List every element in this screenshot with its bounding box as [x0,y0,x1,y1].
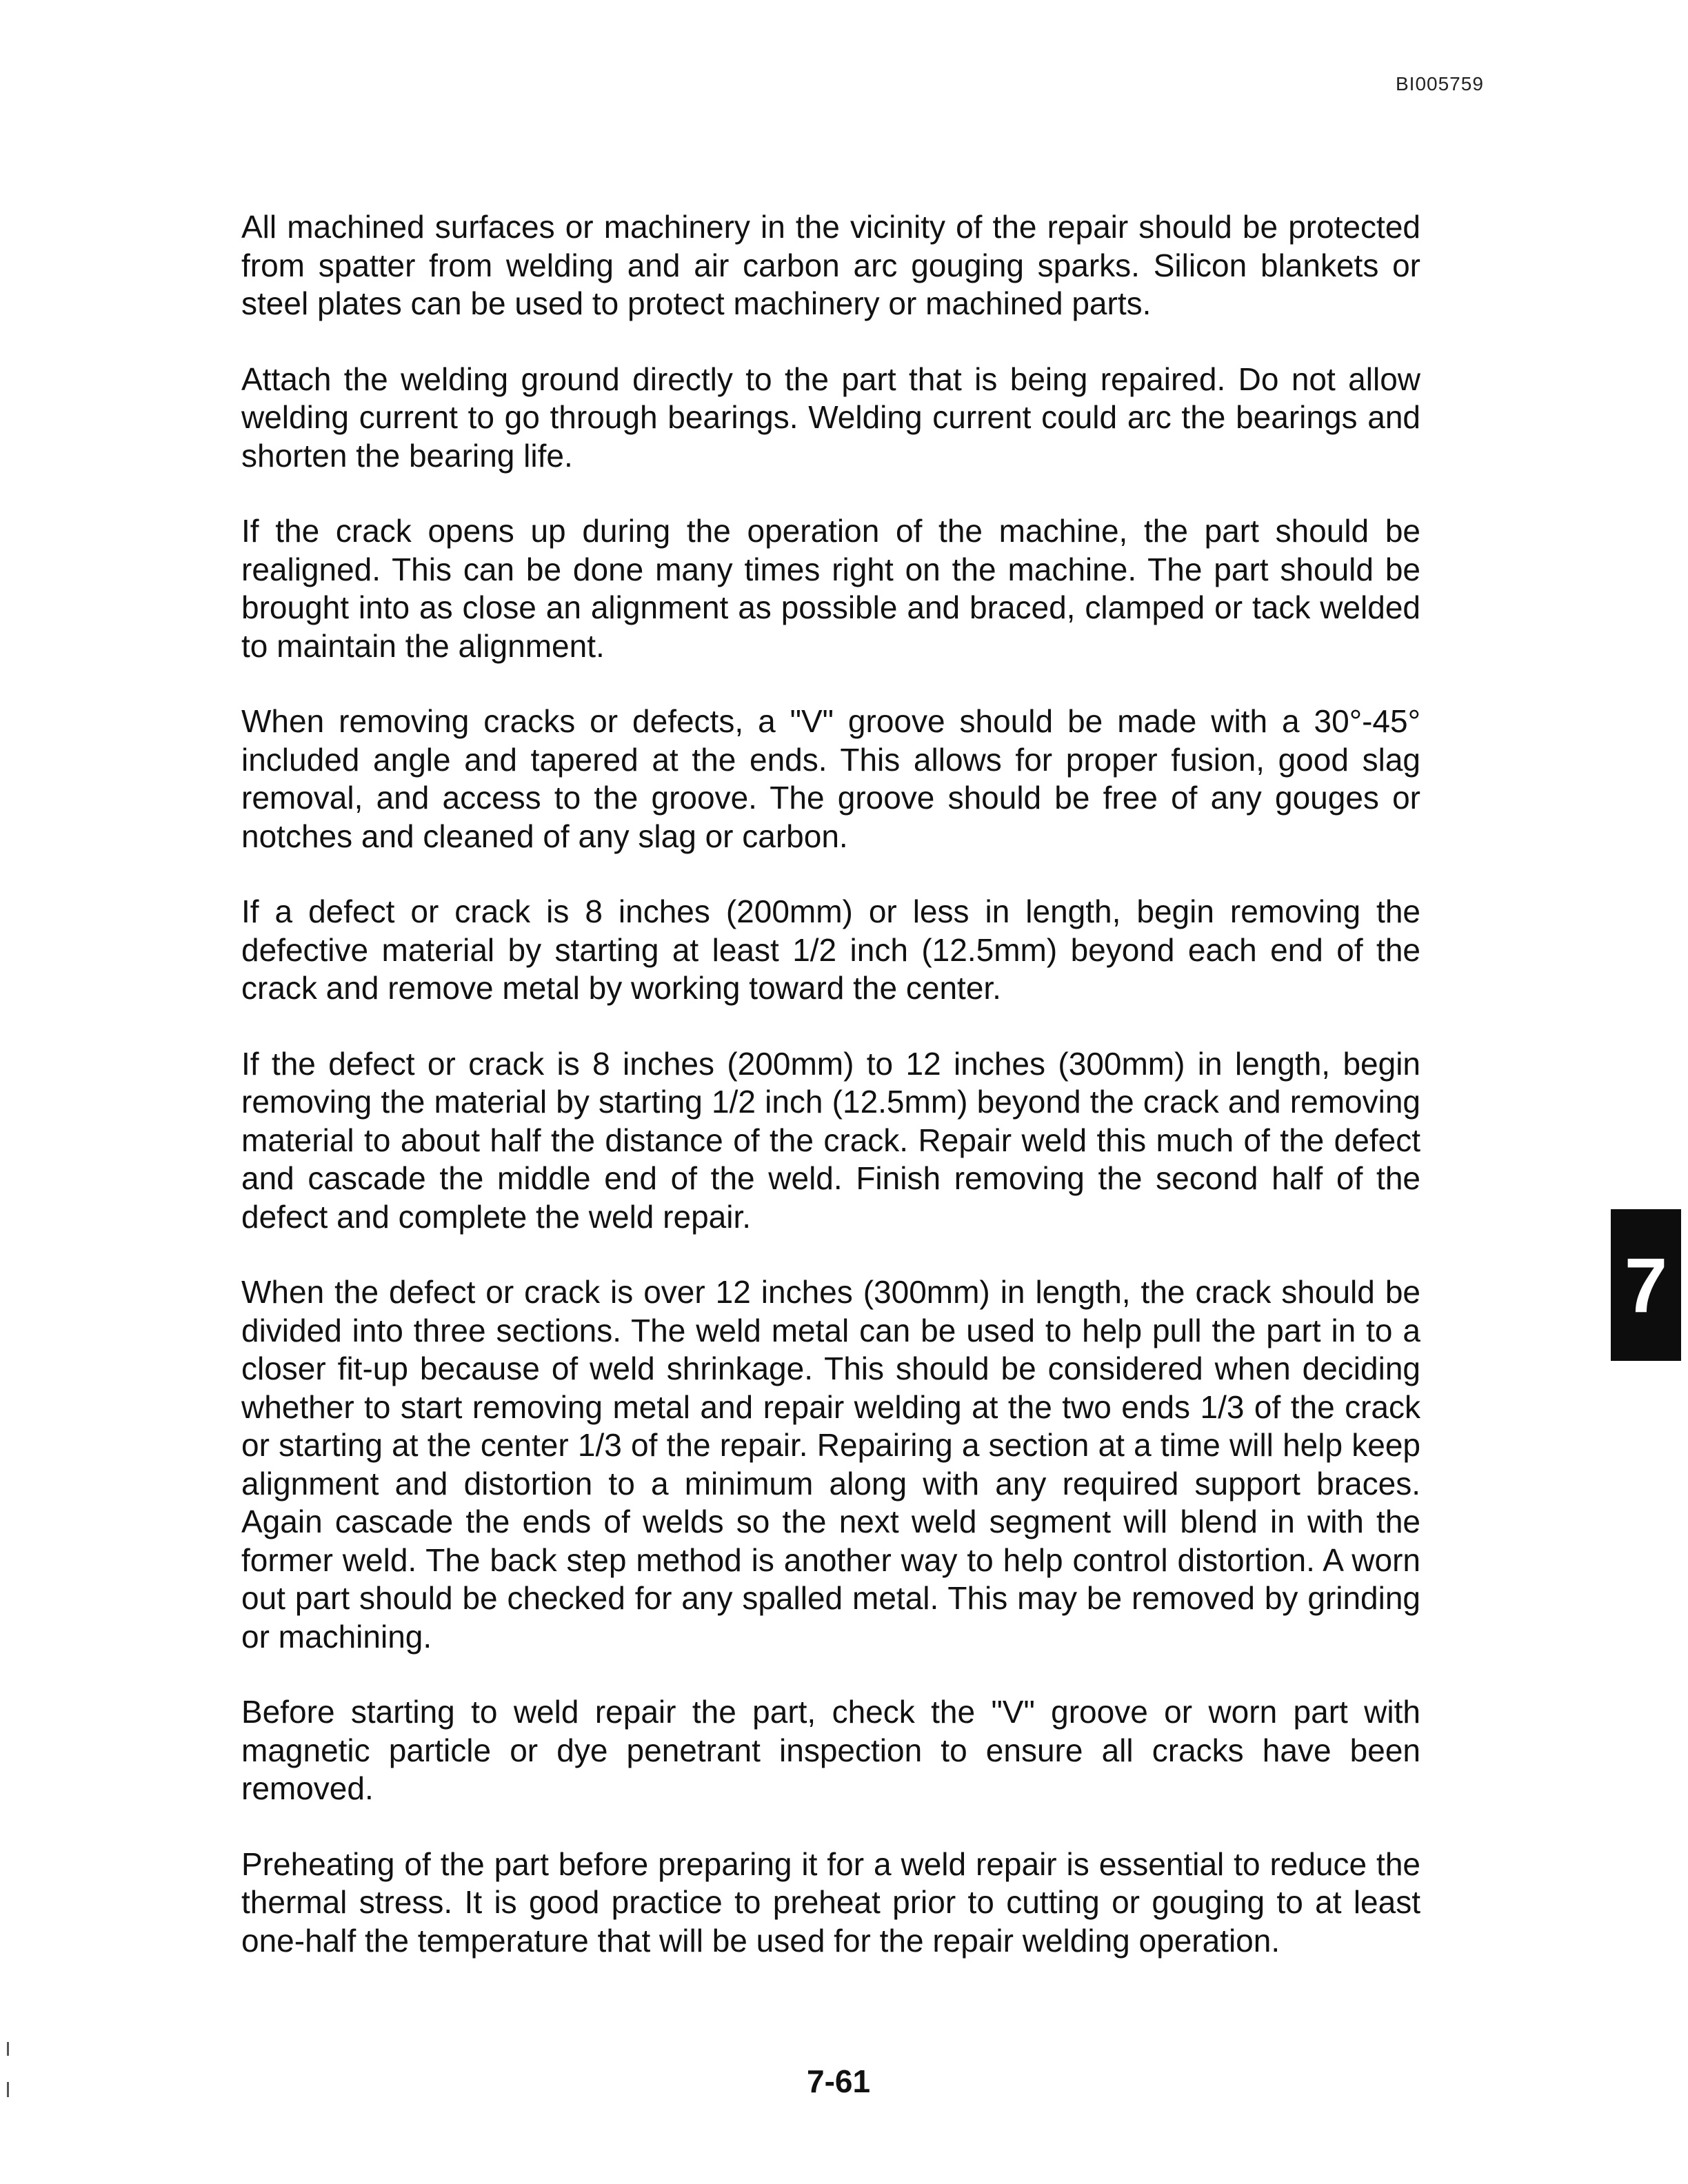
paragraph-v-groove: When removing cracks or defects, a "V" groove should be made with a 30°-45° included angle and tapered at the ends. This allows for proper fusion, good slag removal, and access to the groove. The groove should be free of any gouges or notches and cleaned of any slag or carbon. [241,703,1420,854]
paragraph-machined-surfaces: All machined surfaces or machinery in the vicinity of the repair should be protected from spatter from welding and air carbon arc gouging sparks. Silicon blankets or steel plates can be used to protect machinery or machined parts. [241,209,1420,321]
paragraph-medium-crack: If the defect or crack is 8 inches (200mm) to 12 inches (300mm) in length, begin removing the material by starting 1/2 inch (12.5mm) beyond the crack and removing material to about half the distance of the crack. Repair weld this much of the defect and cascade the middle end of the weld. Finish removing the second half of the defect and complete the weld repair. [241,1045,1420,1235]
section-tab-label: 7 [1624,1242,1668,1328]
paragraph-long-crack: When the defect or crack is over 12 inches (300mm) in length, the crack should be divided into three sections. The weld metal can be used to help pull the part in to a closer fit-up because of weld shrinkage. This should be considered when deciding whether to start removing metal and repair welding at the two ends 1/3 of the crack or starting at the center 1/3 of the repair. Repairing a section at a time will help keep alignment and distortion to a minimum along with any required support braces. Again cascade the ends of welds so the next weld segment will blend in with the former weld. The back step method is another way to help control distortion. A worn out part should be checked for any spalled metal. This may be removed by grinding or machining. [241,1274,1420,1655]
margin-scan-mark [7,2042,9,2056]
margin-scan-mark [7,2082,9,2097]
paragraph-crack-realign: If the crack opens up during the operation of the machine, the part should be realigned. This can be done many times right on the machine. The part should be brought into as close an alignment as possible and braced, clamped or tack welded to maintain the alignment. [241,513,1420,664]
body-text [241,208,1420,1997]
paragraph-preheating: Preheating of the part before preparing it for a weld repair is essential to reduce the thermal stress. It is good practice to preheat prior to cutting or gouging to at least one-half the temperature that will be used for the repair welding operation. [241,1846,1420,1959]
paragraph-welding-ground: Attach the welding ground directly to the part that is being repaired. Do not allow welding current to go through bearings. Welding current could arc the bearings and shorten the bearing life. [241,361,1420,474]
paragraph-short-crack: If a defect or crack is 8 inches (200mm) or less in length, begin removing the defective material by starting at least 1/2 inch (12.5mm) beyond each end of the crack and remove metal by working toward the center. [241,893,1420,1006]
section-tab [1611,1209,1681,1361]
page-number: 7-61 [807,2063,871,2099]
document-id: BI005759 [1396,73,1484,94]
paragraph-inspection: Before starting to weld repair the part, check the "V" groove or worn part with magnetic particle or dye penetrant inspection to ensure all cracks have been removed. [241,1694,1420,1806]
